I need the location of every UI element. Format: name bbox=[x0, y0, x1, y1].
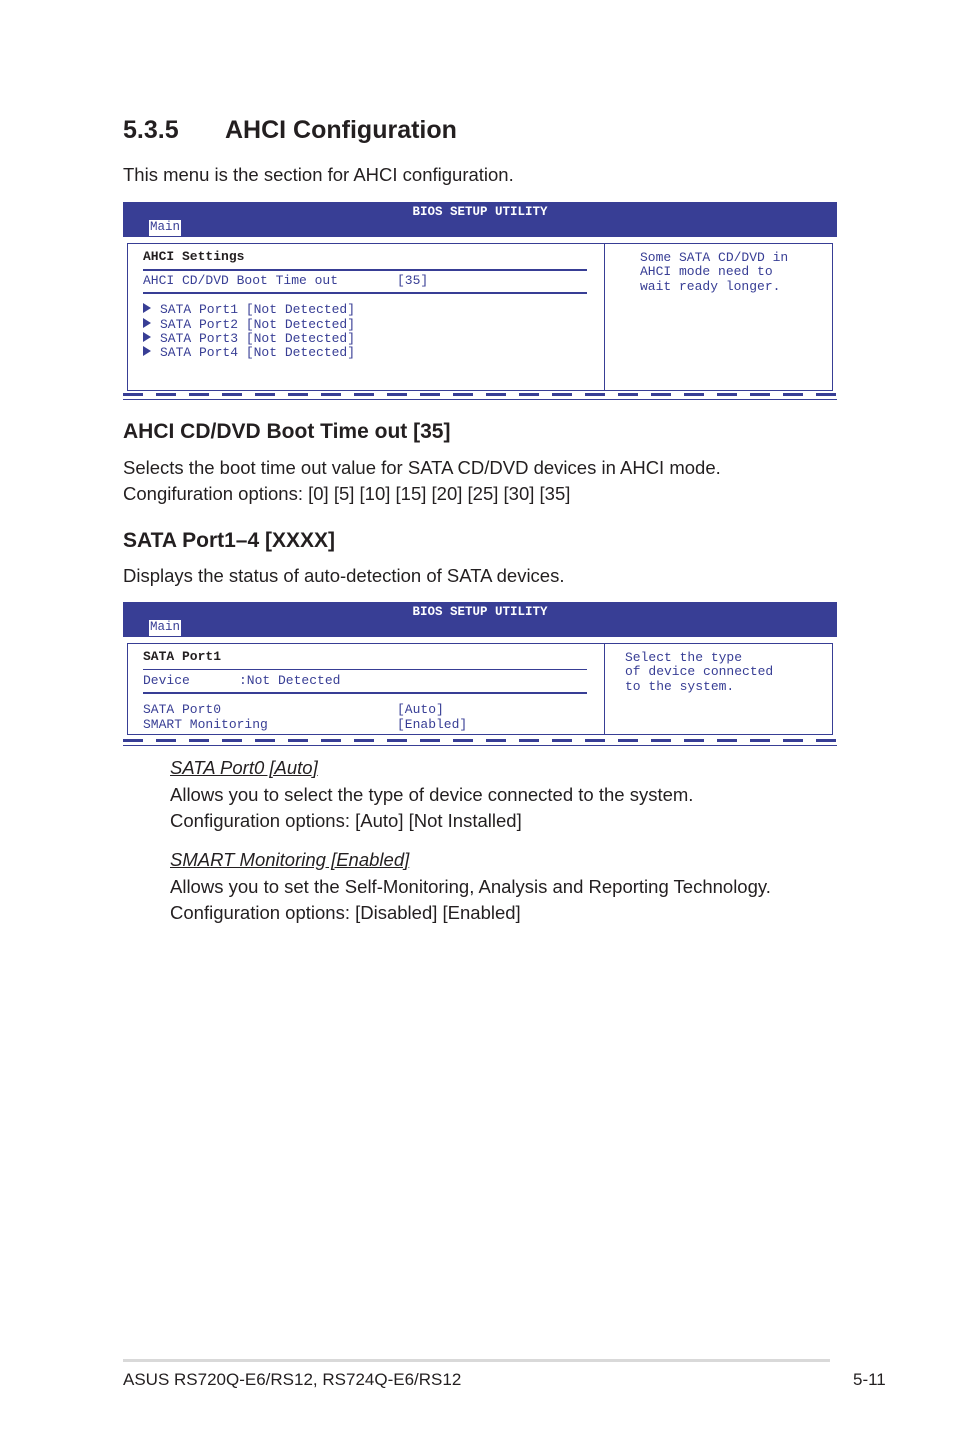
section-title: AHCI Configuration bbox=[225, 116, 457, 144]
bios-title-bar bbox=[123, 602, 837, 637]
help-line: to the system. bbox=[625, 679, 735, 694]
help-line: Select the type bbox=[625, 650, 743, 665]
smart-subheading: SMART Monitoring [Enabled] bbox=[170, 849, 410, 870]
smart-desc: Allows you to set the Self-Monitoring, Analysis and Reporting Technology. bbox=[170, 876, 771, 897]
bios-screen-ahci-settings bbox=[123, 202, 837, 402]
bottom-border-line bbox=[123, 399, 837, 400]
boot-timeout-label: AHCI CD/DVD Boot Time out bbox=[143, 273, 339, 288]
device-value: :Not Detected bbox=[239, 673, 341, 688]
triangle-right-icon bbox=[143, 332, 151, 342]
bios-panel bbox=[127, 243, 833, 391]
help-line: AHCI mode need to bbox=[640, 264, 773, 279]
port-label: SATA Port2 [Not Detected] bbox=[160, 317, 356, 332]
section-intro: This menu is the section for AHCI configuration. bbox=[123, 164, 514, 185]
port-list-item[interactable] bbox=[143, 345, 355, 360]
smart-monitoring-value[interactable]: [Enabled] bbox=[397, 717, 468, 732]
tab-main[interactable]: Main bbox=[150, 620, 181, 634]
bottom-border-line bbox=[123, 745, 837, 746]
footer-rule bbox=[123, 1359, 830, 1362]
boot-timeout-value[interactable]: [35] bbox=[397, 273, 429, 288]
bios-title-bar bbox=[123, 202, 837, 237]
ahci-settings-heading: AHCI Settings bbox=[143, 249, 245, 264]
bottom-border-dashed bbox=[123, 739, 837, 742]
port-list-item[interactable] bbox=[143, 331, 355, 346]
sata-port-desc: Displays the status of auto-detection of SATA devices. bbox=[123, 565, 565, 586]
bios-screen-sata-port1 bbox=[123, 602, 837, 748]
item-rule bbox=[143, 292, 587, 294]
bottom-border-dashed bbox=[123, 393, 837, 396]
smart-options: Configuration options: [Disabled] [Enabled] bbox=[170, 902, 521, 923]
bios-panel bbox=[127, 643, 833, 735]
tab-main[interactable]: Main bbox=[150, 220, 181, 234]
boot-timeout-item[interactable] bbox=[143, 273, 338, 288]
device-label: Device bbox=[143, 673, 190, 688]
bios-title: BIOS SETUP UTILITY bbox=[412, 205, 548, 219]
port-list-item[interactable] bbox=[143, 317, 355, 332]
help-line: Some SATA CD/DVD in bbox=[640, 250, 789, 265]
port-label: SATA Port4 [Not Detected] bbox=[160, 345, 356, 360]
port-label: SATA Port3 [Not Detected] bbox=[160, 331, 356, 346]
triangle-right-icon bbox=[143, 303, 151, 313]
boot-timeout-heading: AHCI CD/DVD Boot Time out [35] bbox=[123, 420, 451, 443]
section-number: 5.3.5 bbox=[123, 116, 179, 144]
triangle-right-icon bbox=[143, 318, 151, 328]
help-line: wait ready longer. bbox=[640, 279, 781, 294]
boot-timeout-desc: Selects the boot time out value for SATA CD/DVD devices in AHCI mode. bbox=[123, 457, 721, 478]
section-heading bbox=[123, 116, 457, 145]
panel-divider bbox=[604, 244, 605, 390]
heading-rule bbox=[143, 269, 587, 271]
sata-port0-subheading: SATA Port0 [Auto] bbox=[170, 757, 318, 778]
footer-page-number: 5-11 bbox=[853, 1370, 886, 1389]
triangle-right-icon bbox=[143, 346, 151, 356]
item-rule bbox=[143, 692, 587, 694]
sata-port0-options: Configuration options: [Auto] [Not Installed] bbox=[170, 810, 522, 831]
sata-port0-desc: Allows you to select the type of device connected to the system. bbox=[170, 784, 694, 805]
smart-monitoring-item[interactable]: SMART Monitoring bbox=[143, 717, 268, 732]
help-line: of device connected bbox=[625, 664, 774, 679]
panel-divider bbox=[604, 644, 605, 734]
footer-product: ASUS RS720Q-E6/RS12, RS724Q-E6/RS12 bbox=[123, 1370, 462, 1389]
bios-title: BIOS SETUP UTILITY bbox=[412, 605, 548, 619]
sata-port-heading: SATA Port1–4 [XXXX] bbox=[123, 529, 335, 552]
sata-port0-value[interactable]: [Auto] bbox=[397, 702, 444, 717]
sata-port1-heading: SATA Port1 bbox=[143, 649, 222, 664]
boot-timeout-options: Congifuration options: [0] [5] [10] [15] [20] [25] [30] [35] bbox=[123, 483, 571, 504]
port-list-item[interactable] bbox=[143, 302, 355, 317]
port-label: SATA Port1 [Not Detected] bbox=[160, 302, 356, 317]
sata-port0-item[interactable]: SATA Port0 bbox=[143, 702, 222, 717]
heading-rule bbox=[143, 669, 587, 670]
